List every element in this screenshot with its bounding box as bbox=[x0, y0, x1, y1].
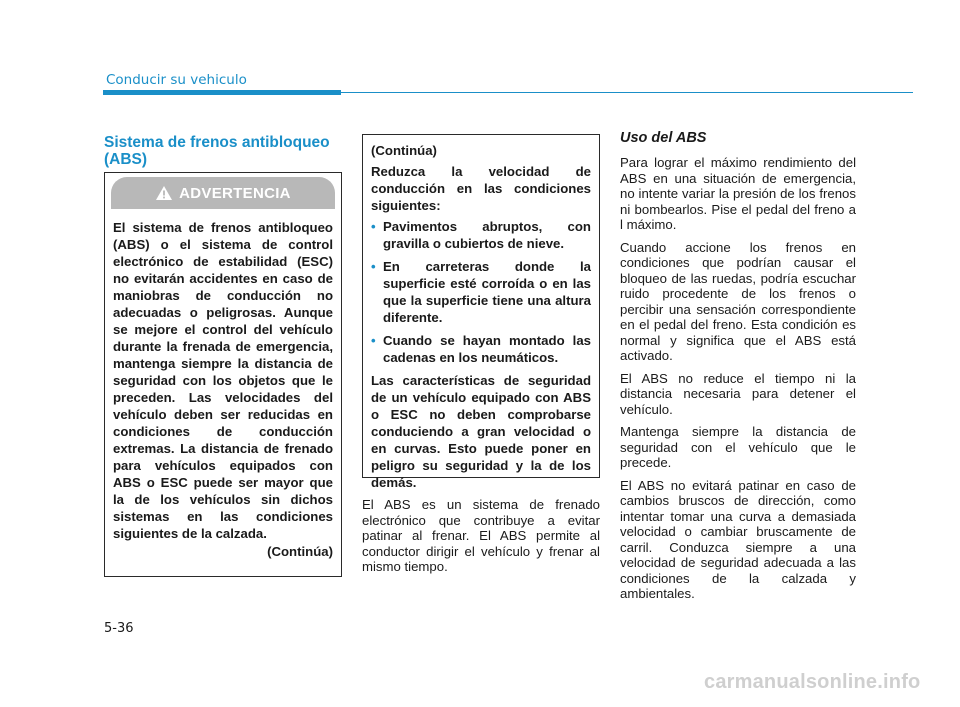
list-item: • En carreteras donde la superficie esté corroída o en las que la superficie tiene una altura diferente. bbox=[371, 258, 591, 326]
abs-description bbox=[362, 497, 600, 582]
continued-label: (Continúa) bbox=[371, 143, 437, 158]
abs-use-paragraph: El ABS no evitará patinar en caso de cambios bruscos de dirección, como intentar tomar una curva a demasiada velocidad o cambiar bruscamente de carril. Conduzca siempre a una velocidad de seguridad adecuada a las condiciones de la calzada y ambientales. bbox=[620, 477, 856, 601]
warning-heading: ADVERTENCIA bbox=[179, 184, 291, 202]
warning-triangle-icon bbox=[155, 185, 173, 201]
list-item: • Pavimentos abruptos, con gravilla o cubiertos de nieve. bbox=[371, 218, 591, 252]
warning-header bbox=[111, 177, 335, 209]
continued-box bbox=[362, 134, 600, 490]
warning-body: El sistema de frenos antibloqueo (ABS) o el sistema de control electrónico de estabilidad (ESC) no evitarán accidentes en caso de maniobras de conducción no adecuadas o peligrosas. Aunque se mejore el control del vehículo durante la frenada de emergencia, mantenga siempre la distancia de seguridad con los objetos que le preceden. Las velocidades del vehículo deben ser reducidas en condiciones de conducción extremas. La distancia de frenado para vehículos equipados con ABS o ESC puede ser mayor que la de los vehículos sin dichos sistemas en las condiciones siguientes de la calzada. bbox=[113, 220, 333, 541]
abs-use-paragraph: Mantenga siempre la distancia de seguridad con el vehículo que le precede. bbox=[620, 424, 856, 470]
section-title: Sistema de frenos antibloqueo (ABS) bbox=[104, 134, 330, 168]
abs-use-paragraph: Para lograr el máximo rendimiento del ABS en una situación de emergencia, no intente variar la presión de los frenos ni bombearlos. Pise el pedal del freno a l máximo. bbox=[620, 155, 856, 232]
continued-closing: Las características de seguridad de un vehículo equipado con ABS o ESC no deben comprobarse conduciendo a gran velocidad o en curvas. Esto puede poner en peligro su seguridad y la de los demás. bbox=[371, 373, 591, 490]
abs-description-paragraph: El ABS es un sistema de frenado electrónico que contribuye a evitar patinar al frenar. El ABS permite al conductor dirigir el vehículo y frenar al mismo tiempo. bbox=[362, 497, 600, 574]
abs-use-section bbox=[620, 130, 856, 609]
abs-use-title: Uso del ABS bbox=[620, 130, 707, 146]
abs-use-paragraph: Cuando accione los frenos en condiciones que podrían causar el bloqueo de las ruedas, podría escuchar ruido procedente de los frenos o percibir una sensación correspondiente en el pedal del freno. Esta condición es normal y significa que el ABS está activado. bbox=[620, 239, 856, 363]
abs-use-paragraph: El ABS no reduce el tiempo ni la distancia necesaria para detener el vehículo. bbox=[620, 370, 856, 417]
condition-list bbox=[371, 218, 591, 366]
watermark: carmanualsonline.info bbox=[704, 671, 921, 693]
warning-continues: (Continúa) bbox=[267, 544, 333, 559]
warning-box bbox=[104, 172, 342, 577]
page-number: 5-36 bbox=[104, 621, 134, 636]
header-rule-thin bbox=[341, 92, 913, 93]
header-rule-thick bbox=[103, 90, 341, 95]
header-title: Conducir su vehiculo bbox=[106, 72, 247, 88]
continued-intro: Reduzca la velocidad de conducción en las condiciones siguientes: bbox=[371, 164, 591, 213]
list-item: • Cuando se hayan montado las cadenas en los neumáticos. bbox=[371, 332, 591, 366]
